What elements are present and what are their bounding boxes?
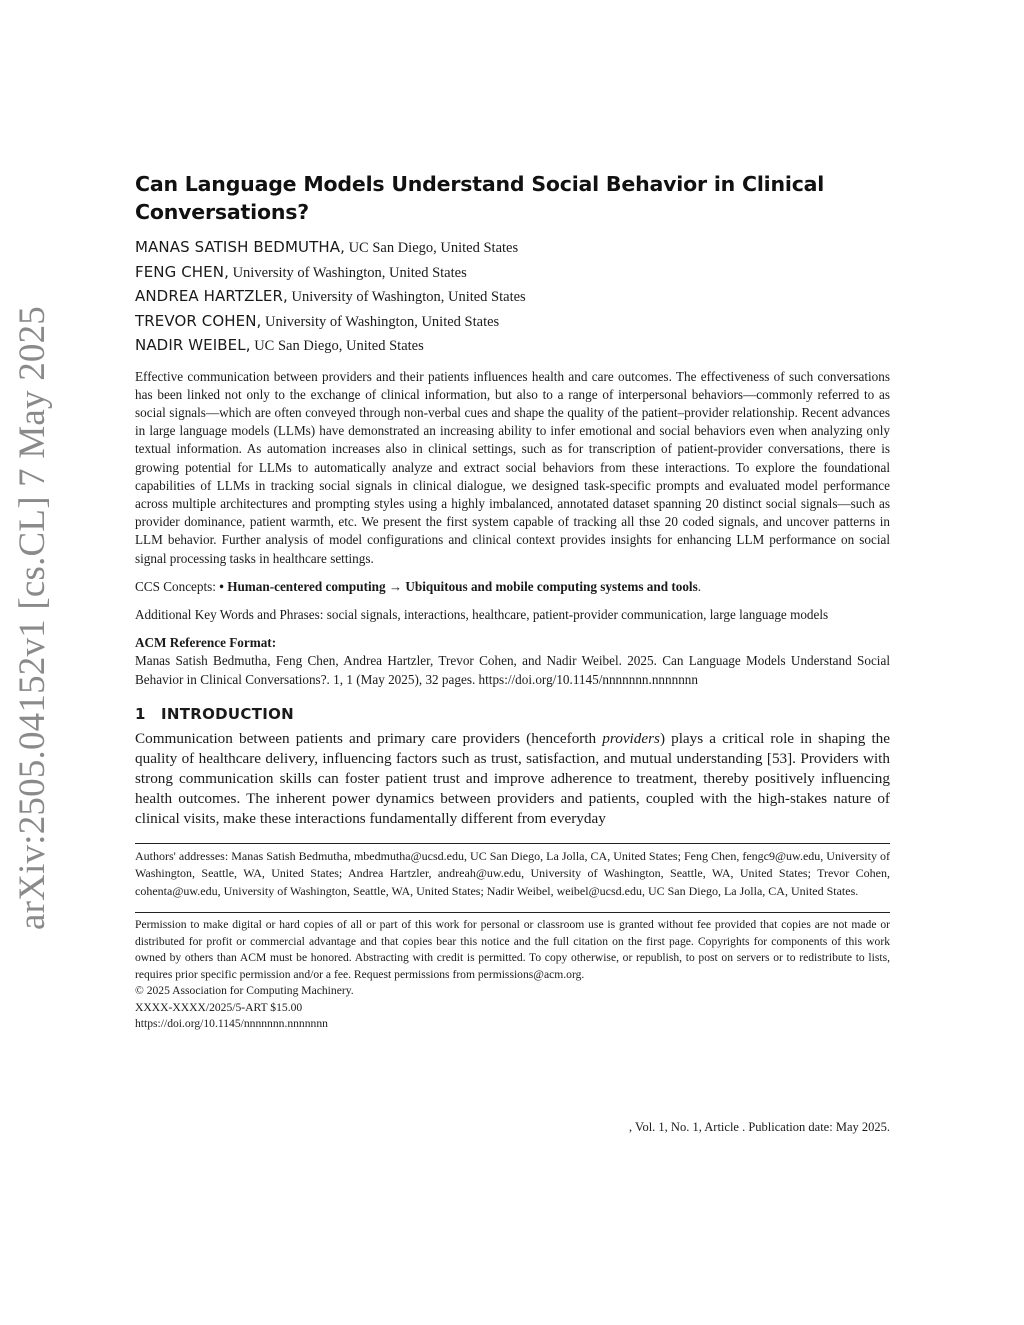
ccs-concept: Human-centered computing [227, 578, 386, 594]
issn-line: XXXX-XXXX/2025/5-ART $15.00 [135, 1000, 303, 1014]
author-affiliation: University of Washington, United States [228, 264, 467, 281]
keywords: Additional Key Words and Phrases: social signals, interactions, healthcare, patient-provider communication, large language models [135, 606, 829, 622]
doi-line: https://doi.org/10.1145/nnnnnnn.nnnnnnn [135, 1017, 328, 1031]
intro-text-continued: ) plays a critical role in shaping the quality of healthcare delivery, influencing factors such as trust, satisfaction, and mutual understanding [53]. Providers with strong communication skills can foster patient trust and improve adherence to treatment, thereby positively influencing health outcomes. The inherent power dynamics between providers and patients, coupled with the high-stakes nature of clinical visits, make these interactions fundamentally different from everyday [135, 729, 890, 827]
author-name: TREVOR COHEN, [135, 311, 262, 330]
author-name: NADIR WEIBEL, [135, 336, 251, 354]
section-heading-introduction [135, 705, 890, 723]
paper-title: Can Language Models Understand Social Behavior in Clinical Conversations? [135, 172, 825, 224]
author-list [135, 236, 890, 359]
ccs-subconcept: Ubiquitous and mobile computing systems and tools [405, 578, 698, 594]
ccs-concepts [135, 578, 890, 596]
author-affiliation: UC San Diego, United States [250, 338, 424, 354]
author-addresses: Authors' addresses: Manas Satish Bedmutha, mbedmutha@ucsd.edu, UC San Diego, La Jolla, CA, United States; Feng Chen, fengc9@uw.edu, University of Washington, Seattle, WA, United States; Andrea Hartzler, andreah@uw.edu, University of Washington, Seattle, WA, United States; Trevor Cohen, cohenta@uw.edu, University of Washington, Seattle, WA, United States; Nadir Weibel, weibel@ucsd.edu, UC San Diego, La Jolla, CA, United States. [135, 843, 890, 901]
author-affiliation: University of Washington, United States [287, 289, 526, 305]
author-name: ANDREA HARTZLER, [135, 287, 288, 305]
author-affiliation: UC San Diego, United States [344, 240, 519, 256]
author-entry [135, 310, 890, 335]
acm-reference-text: Manas Satish Bedmutha, Feng Chen, Andrea Hartzler, Trevor Cohen, and Nadir Weibel. 2025. Can Language Models Understand Social Behavior in Clinical Conversations?. 1, 1 (May 2025), 32 pages. https://doi.org/10.1145/nnnnnnn.nnnnnnn [135, 653, 890, 687]
ccs-arrow: → [385, 578, 406, 594]
ccs-end: . [697, 578, 702, 594]
author-entry [135, 236, 890, 261]
ccs-bullet: • [219, 578, 228, 594]
permissions-block [135, 912, 890, 1033]
arxiv-identifier-stamp: arXiv:2505.04152v1 [cs.CL] 7 May 2025 [12, 306, 53, 930]
author-entry [135, 285, 890, 310]
author-entry [135, 261, 890, 286]
section-title: INTRODUCTION [161, 704, 295, 723]
copyright-line: © 2025 Association for Computing Machinery. [135, 984, 354, 998]
publication-footer: , Vol. 1, No. 1, Article . Publication date: May 2025. [629, 1120, 890, 1134]
section-number: 1 [135, 704, 146, 723]
author-entry [135, 334, 890, 359]
paper-page [135, 170, 890, 1033]
abstract: Effective communication between providers and their patients influences health and care outcomes. The effectiveness of such conversations has been linked not only to the exchange of clinical information, but also to a range of interpersonal behaviors—commonly referred to as social signals—which are often conveyed through non-verbal cues and shape the quality of the patient–provider relationship. Recent advances in large language models (LLMs) have demonstrated an increasing ability to infer emotional and social behaviors even when analyzing only textual information. As automation increases also in clinical settings, such as for transcription of patient-provider conversations, there is growing potential for LLMs to automatically analyze and extract social behaviors from these interactions. To explore the foundational capabilities of LLMs in tracking social signals in clinical dialogue, we designed task-specific prompts and evaluated model performance across multiple architectures and prompting styles using a highly imbalanced, annotated dataset spanning 20 distinct social signals—such as provider dominance, patient warmth, etc. We present the first system capable of tracking all thse 20 coded signals, and uncover patterns in LLM behavior. Further analysis of model configurations and clinical context provides insights for enhancing LLM performance on social signal processing tasks in healthcare settings. [135, 368, 890, 566]
author-name: FENG CHEN, [135, 262, 229, 281]
author-affiliation: University of Washington, United States [261, 313, 500, 330]
ccs-label: CCS Concepts: [135, 578, 220, 594]
introduction-paragraph [135, 729, 890, 829]
intro-text: Communication between patients and primary care providers (henceforth [135, 729, 603, 747]
acm-reference-heading: ACM Reference Format: [135, 635, 277, 651]
permission-notice: Permission to make digital or hard copies of all or part of this work for personal or classroom use is granted without fee provided that copies are not made or distributed for profit or commercial advantage and that copies bear this notice and the full citation on the first page. Copyrights for components of this work owned by others than ACM must be honored. Abstracting with credit is permitted. To copy otherwise, or republish, to post on servers or to redistribute to lists, requires prior specific permission and/or a fee. Request permissions from permissions@acm.org. [135, 918, 890, 981]
author-name: MANAS SATISH BEDMUTHA, [135, 238, 345, 256]
intro-emphasis: providers [602, 729, 660, 747]
